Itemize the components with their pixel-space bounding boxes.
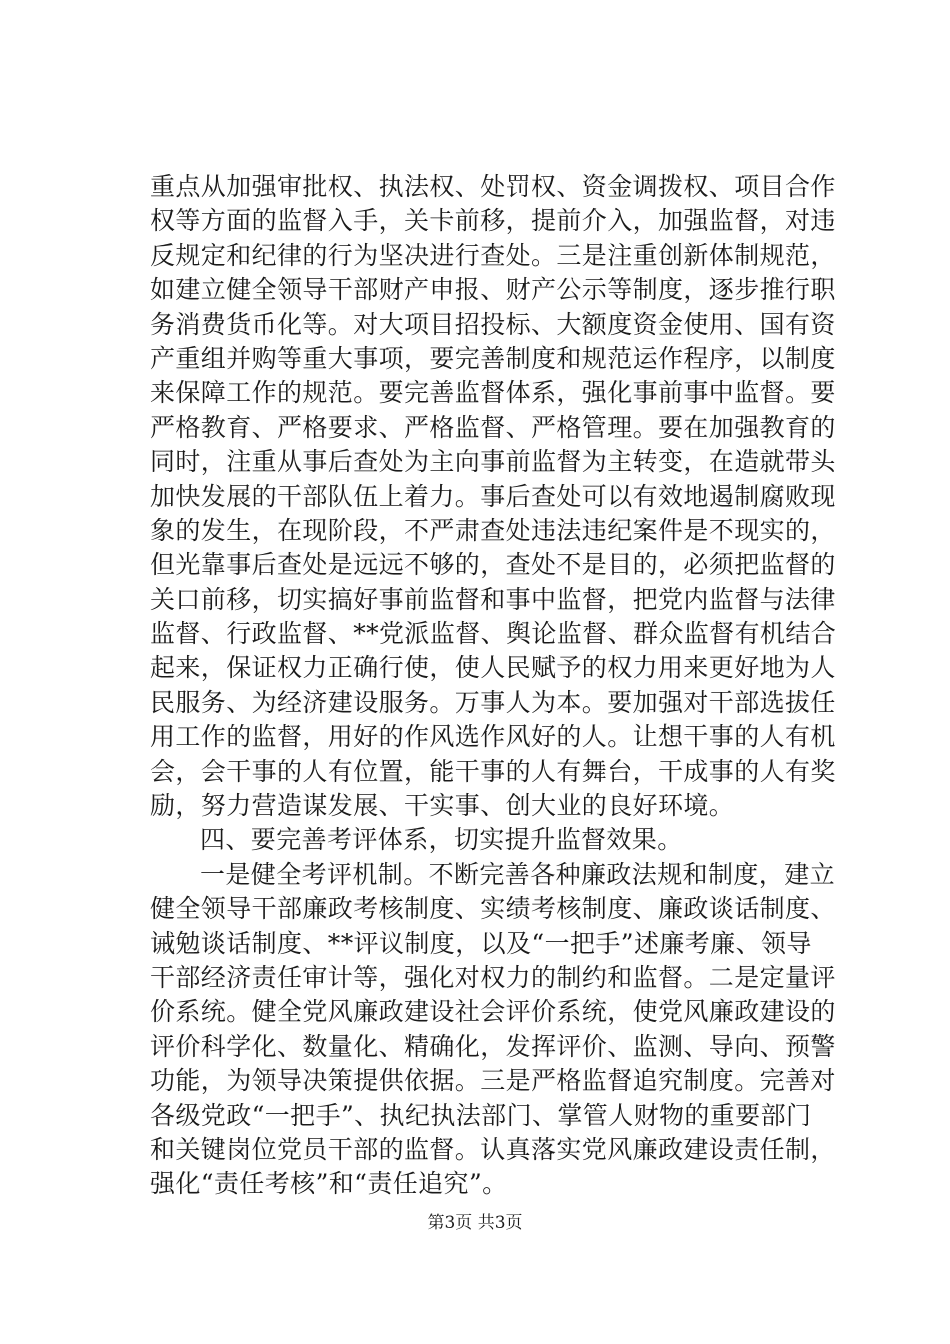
text-line: 加快发展的干部队伍上着力。事后查处可以有效地遏制腐败现 <box>150 481 836 511</box>
text-line: 和关键岗位党员干部的监督。认真落实党风廉政建设责任制， <box>150 1134 836 1164</box>
text-line: 象的发生，在现阶段，不严肃查处违法违纪案件是不现实的， <box>150 515 836 545</box>
text-line: 起来，保证权力正确行使，使人民赋予的权力用来更好地为人 <box>150 653 836 683</box>
document-body <box>150 170 840 1202</box>
text-line: 关口前移，切实搞好事前监督和事中监督，把党内监督与法律 <box>150 584 836 614</box>
text-line: 反规定和纪律的行为坚决进行查处。三是注重创新体制规范， <box>150 240 836 270</box>
text-line: 产重组并购等重大事项，要完善制度和规范运作程序，以制度 <box>150 343 836 373</box>
paragraph-first-line: 四、要完善考评体系，切实提升监督效果。 <box>200 825 683 855</box>
text-line: 用工作的监督，用好的作风选作风好的人。让想干事的人有机 <box>150 722 836 752</box>
text-line: 各级党政“一把手”、执纪执法部门、掌管人财物的重要部门 <box>150 1100 812 1130</box>
text-line: 如建立健全领导干部财产申报、财产公示等制度，逐步推行职 <box>150 275 836 305</box>
text-line: 功能，为领导决策提供依据。三是严格监督追究制度。完善对 <box>150 1066 836 1096</box>
text-line: 干部经济责任审计等，强化对权力的制约和监督。二是定量评 <box>150 962 836 992</box>
text-line: 民服务、为经济建设服务。万事人为本。要加强对干部选拔任 <box>150 687 836 717</box>
text-line: 严格教育、严格要求、严格监督、严格管理。要在加强教育的 <box>150 412 836 442</box>
text-line: 评价科学化、数量化、精确化，发挥评价、监测、导向、预警 <box>150 1031 836 1061</box>
text-line: 务消费货币化等。对大项目招投标、大额度资金使用、国有资 <box>150 309 836 339</box>
text-line: 励，努力营造谋发展、干实事、创大业的良好环境。 <box>150 791 735 821</box>
text-line: 但光靠事后查处是远远不够的，查处不是目的，必须把监督的 <box>150 550 836 580</box>
text-line: 来保障工作的规范。要完善监督体系，强化事前事中监督。要 <box>150 378 836 408</box>
text-line: 同时，注重从事后查处为主向事前监督为主转变，在造就带头 <box>150 447 836 477</box>
text-line: 强化“责任考核”和“责任追究”。 <box>150 1169 508 1199</box>
text-line: 诫勉谈话制度、**评议制度，以及“一把手”述廉考廉、领导 <box>150 928 812 958</box>
text-line: 权等方面的监督入手，关卡前移，提前介入，加强监督，对违 <box>150 206 836 236</box>
text-line: 监督、行政监督、**党派监督、舆论监督、群众监督有机结合 <box>150 619 837 649</box>
text-line: 价系统。健全党风廉政建设社会评价系统，使党风廉政建设的 <box>150 997 836 1027</box>
page-footer: 第3页 共3页 <box>427 1213 523 1233</box>
paragraph-first-line: 一是健全考评机制。不断完善各种廉政法规和制度，建立 <box>200 859 836 889</box>
text-line: 重点从加强审批权、执法权、处罚权、资金调拨权、项目合作 <box>150 172 836 201</box>
text-line: 会，会干事的人有位置，能干事的人有舞台，干成事的人有奖 <box>150 756 836 786</box>
text-line: 健全领导干部廉政考核制度、实绩考核制度、廉政谈话制度、 <box>150 894 836 924</box>
